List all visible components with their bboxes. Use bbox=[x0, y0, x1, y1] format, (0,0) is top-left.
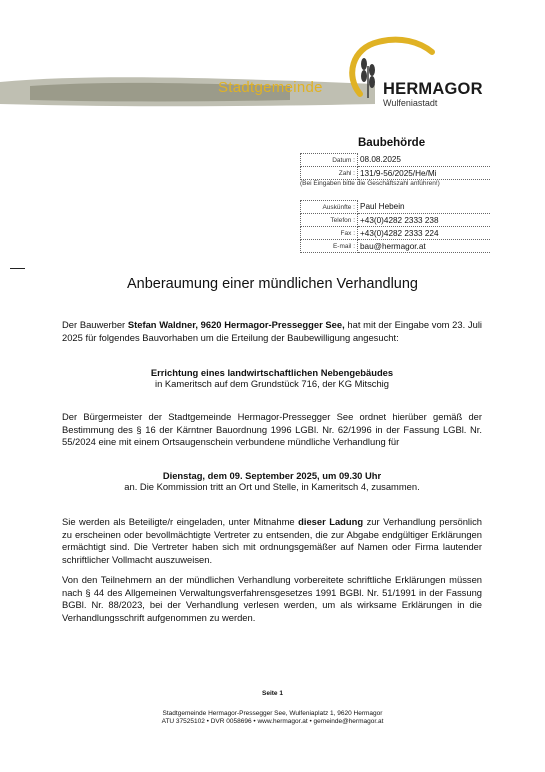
document-title: Anberaumung einer mündlichen Verhandlung bbox=[126, 276, 418, 292]
phone-row bbox=[301, 214, 491, 227]
email-row bbox=[301, 240, 491, 253]
date-value: 08.08.2025 bbox=[358, 154, 491, 167]
footer-ids: ATU 37525102 • DVR 0058696 • www.hermagor.at • gemeinde@hermagor.at bbox=[161, 718, 384, 725]
applicant-name: Stefan Waldner, 9620 Hermagor-Pressegger See, bbox=[127, 319, 345, 330]
paragraph-order: Der Bürgermeister der Stadtgemeinde Hermagor-Pressegger See ordnet hierüber gemäß der Bestimmung des § 16 der Kärntner Bauordnung 1996 LGBl. Nr. 62/1996 in der Fassung LGBl. Nr. 55/2024 eine mit einem Ortsaugenschein verbundene mündliche Verhandlung für bbox=[62, 411, 482, 448]
email-link[interactable]: bau@hermagor.at bbox=[358, 240, 491, 253]
reference-label: Zahl : bbox=[301, 167, 358, 180]
reference-row bbox=[301, 167, 491, 180]
page-number: Seite 1 bbox=[262, 690, 283, 697]
contact-label: Auskünfte : bbox=[301, 201, 358, 214]
invitation-intro: Sie werden als Beteiligte/r eingeladen, unter Mitnahme bbox=[62, 516, 299, 527]
phone-label: Telefon : bbox=[301, 214, 358, 227]
invitation-bold: dieser Ladung bbox=[298, 516, 364, 527]
reference-hint: (Bei Eingaben bitte die Geschäftszahl anführen!) bbox=[300, 180, 440, 187]
contact-row bbox=[301, 201, 491, 214]
paragraph-applicant bbox=[62, 319, 482, 344]
contact-table bbox=[300, 200, 490, 253]
footer-address: Stadtgemeinde Hermagor-Pressegger See, Wulfeniaplatz 1, 9620 Hermagor bbox=[162, 710, 383, 717]
reference-table bbox=[300, 153, 490, 180]
applicant-text: hat mit der Eingabe vom 23. Juli 2025 für folgendes Bauvorhaben um die Erteilung der Baubewilligung angesucht: bbox=[62, 319, 482, 343]
fax-label: Fax : bbox=[301, 227, 358, 240]
hearing-date: Dienstag, dem 09. September 2025, um 09.30 Uhr bbox=[162, 470, 382, 481]
reference-value: 131/9-56/2025/He/Mi bbox=[358, 167, 491, 180]
hearing-place: an. Die Kommission tritt an Ort und Stelle, in Kameritsch 4, zusammen. bbox=[124, 481, 420, 492]
fold-mark bbox=[10, 268, 25, 269]
fax-value: +43(0)4282 2333 224 bbox=[358, 227, 491, 240]
paragraph-invitation bbox=[62, 516, 482, 566]
invitation-text: zur Verhandlung persönlich zu erscheinen oder bevollmächtigte Vertreter zu entsenden, die zur Abgabe endgültiger Erklärungen ermächtigt sind. Die Vertreter haben sich mit ordnungsgemäßer auf Namen oder Firma lautender schriftlicher Vollmacht auszuweisen. bbox=[62, 516, 483, 565]
department-name: Baubehörde bbox=[358, 137, 426, 149]
contact-value: Paul Hebein bbox=[358, 201, 491, 214]
logo-wordmark: HERMAGOR bbox=[383, 80, 483, 98]
date-row bbox=[301, 154, 491, 167]
project-location: in Kameritsch auf dem Grundstück 716, der KG Mitschig bbox=[155, 378, 389, 389]
applicant-intro: Der Bauwerber bbox=[62, 319, 128, 330]
fax-row bbox=[301, 227, 491, 240]
project-title: Errichtung eines landwirtschaftlichen Nebengebäudes bbox=[150, 367, 394, 378]
paragraph-statements: Von den Teilnehmern an der mündlichen Verhandlung vorbereitete schriftliche Erklärungen müssen nach § 44 des Allgemeinen Verwaltungsverfahrensgesetzes 1991 BGBl. Nr. 51/1991 in der Fassung BGBl. Nr. 88/2023, bei der Verhandlung verlesen werden, um als wirksame Erklärungen in die Verhandlungsschrift aufgenommen zu werden. bbox=[62, 574, 482, 623]
banner-text: Stadtgemeinde bbox=[218, 79, 323, 96]
logo-subtitle: Wulfeniastadt bbox=[383, 98, 438, 108]
phone-value: +43(0)4282 2333 238 bbox=[358, 214, 491, 227]
email-label: E-mail : bbox=[301, 240, 358, 253]
date-label: Datum : bbox=[301, 154, 358, 167]
